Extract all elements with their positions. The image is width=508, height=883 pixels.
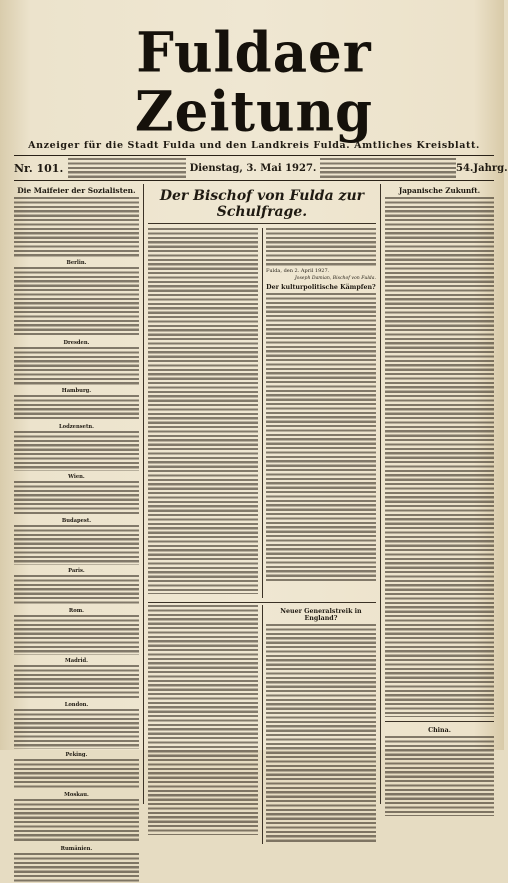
center-dateline: Fulda, den 2. April 1927. xyxy=(265,268,330,274)
center-headline: Der Bischof von Fulda zur Schulfrage. xyxy=(148,188,376,224)
left-section-heading: Dresden. xyxy=(63,340,90,346)
left-section-text xyxy=(14,759,139,789)
center-bottom-headline: Neuer Generalstreik in England? xyxy=(280,608,362,622)
right-headline: Japanische Zukunft. xyxy=(398,186,481,195)
right-bottom-text xyxy=(385,736,494,816)
left-section-text xyxy=(14,395,139,421)
center-subcolumn-left xyxy=(148,228,258,598)
left-section-heading: London. xyxy=(64,702,89,708)
left-section-heading: Lodzensetn. xyxy=(58,424,94,430)
left-section-text xyxy=(14,853,139,883)
left-section-text xyxy=(14,665,139,699)
right-article-text xyxy=(385,197,494,717)
left-section-heading: Rumänien. xyxy=(60,846,93,852)
center-right-text-top xyxy=(266,228,376,266)
left-section-text xyxy=(14,267,139,337)
center-column xyxy=(144,184,381,804)
issue-year: 54.Jahrg. xyxy=(456,162,508,174)
center-bottom-left-text xyxy=(148,605,258,835)
issue-date: Dienstag, 3. Mai 1927. xyxy=(189,162,317,174)
left-section-text xyxy=(14,709,139,749)
left-section-text xyxy=(14,525,139,565)
center-subcolumn-right xyxy=(262,228,376,598)
left-section-text xyxy=(14,575,139,605)
left-section-text xyxy=(14,615,139,655)
left-section-heading: Hamburg. xyxy=(61,388,92,394)
masthead xyxy=(14,20,494,151)
left-section-heading: Berlin. xyxy=(66,260,87,266)
center-bottom-right-text xyxy=(266,624,376,844)
issue-number: Nr. 101. xyxy=(14,161,64,175)
center-subhead: Der kulturpolitische Kämpfen? xyxy=(266,284,376,291)
left-section-heading: Rom. xyxy=(68,608,84,614)
center-right-text xyxy=(266,293,376,583)
left-section-text xyxy=(14,347,139,385)
left-intro-text xyxy=(14,197,139,257)
left-section-heading: Madrid. xyxy=(65,658,88,664)
newspaper-subtitle: Anzeiger für die Stadt Fulda und den Landkreis Fulda. Amtliches Kreisblatt. xyxy=(28,140,480,151)
center-signature: Joseph Damian, Bischof von Fulda. xyxy=(294,276,376,281)
advertising-notice xyxy=(320,158,456,178)
left-section-heading: Wien. xyxy=(68,474,85,480)
left-headline: Die Maifeier der Sozialisten. xyxy=(17,186,136,195)
left-section-heading: Moskau. xyxy=(64,792,89,798)
left-section-text xyxy=(14,481,139,515)
center-bottom-right xyxy=(262,605,376,844)
left-section-heading: Budapest. xyxy=(61,518,92,524)
issue-bar xyxy=(14,155,508,181)
left-section-text xyxy=(14,799,139,843)
newspaper-title: Fuldaer Zeitung xyxy=(134,20,374,144)
subscription-notice xyxy=(68,158,186,178)
left-section-text xyxy=(14,431,139,471)
left-section-heading: Peking. xyxy=(65,752,88,758)
left-section-heading: Paris. xyxy=(68,568,85,574)
right-column xyxy=(381,184,494,804)
left-column xyxy=(14,184,144,852)
center-bottom-left xyxy=(148,605,258,844)
center-left-text xyxy=(148,228,258,594)
left-article-body xyxy=(14,197,139,883)
right-bottom-headline: China. xyxy=(428,727,451,734)
